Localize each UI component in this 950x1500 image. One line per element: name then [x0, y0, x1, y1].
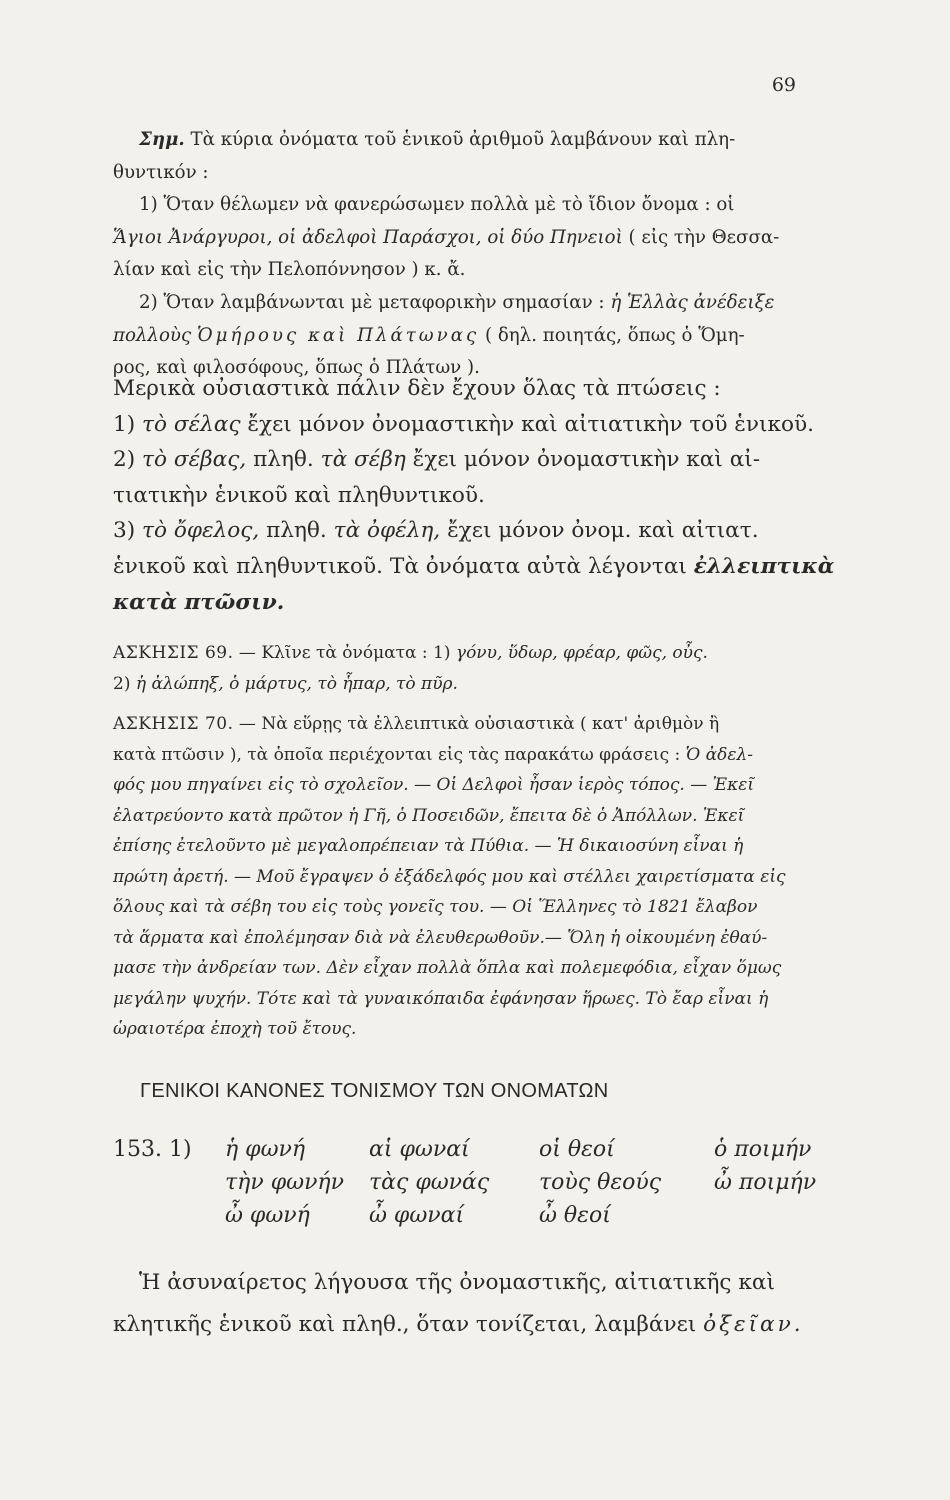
declension-cell: τοὺς θεούς [539, 1170, 662, 1195]
rule-number: 153. 1) [113, 1137, 192, 1162]
declension-cell: ὦ φωναί [369, 1203, 465, 1228]
exercise-69-line: 2) ἡ ἀλώπηξ, ὁ μάρτυς, τὸ ἧπαρ, τὸ πῦρ. [113, 673, 458, 694]
final-line: Ἡ ἀσυναίρετος λήγουσα τῆς ὀνομαστικῆς, αἰτιατικῆς καὶ [139, 1270, 775, 1295]
exercise-70-line: μασε τὴν ἀνδρείαν των. Δὲν εἶχαν πολλὰ ὅπλα καὶ πολεμεφόδια, εἶχαν ὅμως [113, 958, 782, 978]
exercise-70-line: τὰ ἅρματα καὶ ἐπολέμησαν διὰ νὰ ἐλευθερωθοῦν.— Ὅλη ἡ οἰκουμένη ἐθαύ- [113, 927, 768, 948]
main-line: τιατικὴν ἑνικοῦ καὶ πληθυντικοῦ. [113, 482, 485, 508]
note-line: Ἅγιοι Ἀνάργυροι, οἱ ἀδελφοὶ Παράσχοι, οἱ δύο Πηνειοὶ ( εἰς τὴν Θεσσα- [113, 226, 780, 248]
exercise-70-line: μεγάλην ψυχήν. Τότε καὶ τὰ γυναικόπαιδα ἐφάνησαν ἥρωες. Τὸ ἔαρ εἶναι ἡ [113, 988, 769, 1009]
note-line: πολλοὺς Ὁμήρους καὶ Πλάτωνας ( δηλ. ποιητάς, ὅπως ὁ Ὅμη- [113, 324, 745, 346]
note-line: 2) Ὅταν λαμβάνωνται μὲ μεταφορικὴν σημασίαν : ἡ Ἑλλὰς ἀνέδειξε [139, 291, 775, 313]
declension-cell: οἱ θεοί [539, 1137, 615, 1162]
main-line: κατὰ πτῶσιν. [113, 589, 285, 615]
main-line: ἑνικοῦ καὶ πληθυντικοῦ. Τὰ ὀνόματα αὐτὰ λέγονται ἐλλειπτικὰ [113, 553, 835, 579]
exercise-70-line: ὅλους καὶ τὰ σέβη του εἰς τοὺς γονεῖς του. — Οἱ Ἕλληνες τὸ 1821 ἔλαβον [113, 897, 758, 917]
exercises [113, 638, 799, 1045]
exercise-70-line: ἐλατρεύοντο κατὰ πρῶτον ἡ Γῆ, ὁ Ποσειδῶν, ἔπειτα δὲ ὁ Ἀπόλλων. Ἐκεῖ [113, 805, 745, 826]
page-number: 69 [771, 74, 796, 96]
declension-cell: ὦ ποιμήν [714, 1170, 817, 1195]
note-line: ρος, καὶ φιλοσόφους, ὅπως ὁ Πλάτων ). [113, 357, 480, 379]
note-line: 1) Ὅταν θέλωμεν νὰ φανερώσωμεν πολλὰ μὲ τὸ ἴδιον ὄνομα : οἱ [139, 194, 735, 216]
declension-cell: ὦ θεοί [539, 1203, 611, 1228]
exercise-70-line: πρώτη ἀρετή. — Μοῦ ἔγραψεν ὁ ἐξάδελφός μου καὶ στέλλει χαιρετίσματα εἰς [113, 866, 786, 887]
final-paragraph [113, 1262, 804, 1346]
declension-cell: ἡ φωνή [225, 1137, 306, 1162]
exercise-69-label: ΑΣΚΗΣΙΣ 69. [113, 643, 234, 663]
declension-cell: ὁ ποιμήν [714, 1137, 812, 1162]
declension-cell: ὦ φωνή [225, 1203, 310, 1228]
section-heading: ΓΕΝΙΚΟΙ ΚΑΝΟΝΕΣ ΤΟΝΙΣΜΟΥ ΤΩΝ ΟΝΟΜΑΤΩΝ [140, 1080, 609, 1102]
note-paragraph [113, 124, 799, 385]
main-paragraph [113, 371, 835, 620]
main-line: 3) τὸ ὄφελος, πληθ. τὰ ὀφέλη, ἔχει μόνον ὀνομ. καὶ αἰτιατ. [113, 518, 759, 544]
note-line: θυντικόν : [113, 161, 209, 183]
exercise-70-line: ἐπίσης ἐτελοῦντο μὲ μεγαλοπρέπειαν τὰ Πύθια. — Ἡ δικαιοσύνη εἶναι ἡ [113, 836, 744, 856]
final-line: κλητικῆς ἑνικοῦ καὶ πληθ., ὅταν τονίζεται, λαμβάνει ὀξεῖαν. [113, 1312, 804, 1337]
declension-cell: τὴν φωνήν [225, 1170, 344, 1195]
main-line: 1) τὸ σέλας ἔχει μόνον ὀνομαστικὴν καὶ αἰτιατικὴν τοῦ ἑνικοῦ. [113, 411, 814, 437]
exercise-70-line: ὡραιοτέρα ἐποχὴ τοῦ ἔτους. [113, 1019, 357, 1039]
main-line: Μερικὰ οὐσιαστικὰ πάλιν δὲν ἔχουν ὅλας τὰ πτώσεις : [113, 376, 721, 401]
declension-cell: τὰς φωνάς [369, 1170, 490, 1195]
exercise-70-line: φός μου πηγαίνει εἰς τὸ σχολεῖον. — Οἱ Δελφοὶ ἦσαν ἱερὸς τόπος. — Ἐκεῖ [113, 775, 755, 795]
note-label: Σημ. [139, 129, 185, 150]
exercise-70-label: ΑΣΚΗΣΙΣ 70. [113, 714, 234, 734]
exercise-70-line: κατὰ πτῶσιν ), τὰ ὁποῖα περιέχονται εἰς τὰς παρακάτω φράσεις : Ὁ ἀδελ- [113, 744, 754, 765]
exercise-69-line: ΑΣΚΗΣΙΣ 69. — Κλῖνε τὰ ὀνόματα : 1) γόνυ, ὕδωρ, φρέαρ, φῶς, οὖς. [113, 643, 708, 663]
main-line: 2) τὸ σέβας, πληθ. τὰ σέβη ἔχει μόνον ὀνομαστικὴν καὶ αἰ- [113, 447, 761, 473]
exercise-70-line: ΑΣΚΗΣΙΣ 70. — Νὰ εὕρῃς τὰ ἐλλειπτικὰ οὐσιαστικὰ ( κατ' ἀριθμὸν ἢ [113, 714, 720, 734]
declension-cell: αἱ φωναί [369, 1137, 470, 1162]
note-line: Σημ. Τὰ κύρια ὀνόματα τοῦ ἑνικοῦ ἀριθμοῦ λαμβάνουν καὶ πλη- [139, 129, 736, 150]
note-line: λίαν καὶ εἰς τὴν Πελοπόννησον ) κ. ἄ. [113, 259, 466, 281]
